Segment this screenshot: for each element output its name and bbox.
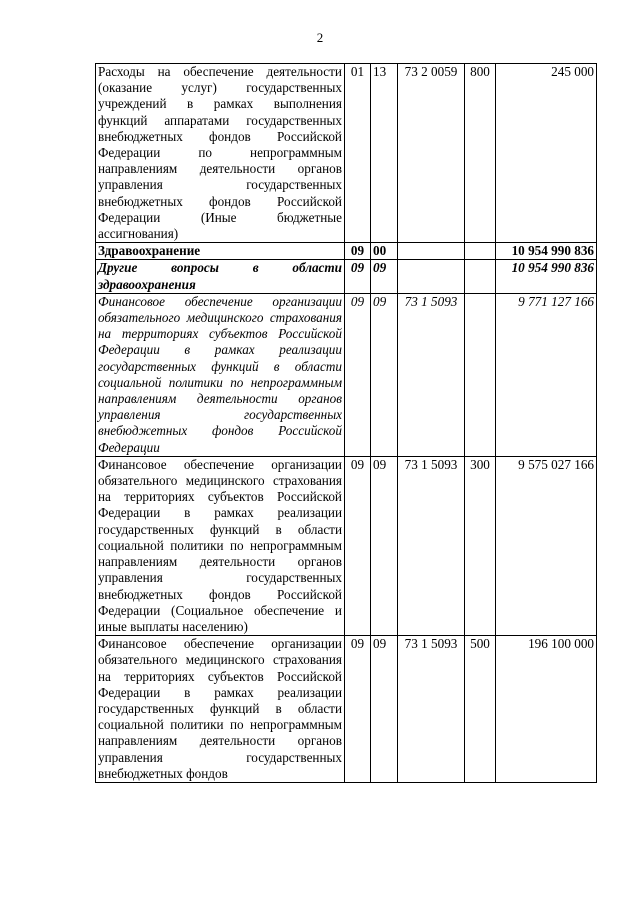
table-row (96, 64, 597, 243)
amount: 10 954 990 836 (496, 243, 597, 260)
target-article-code (398, 260, 465, 293)
amount: 10 954 990 836 (496, 260, 597, 293)
subsection-code: 09 (371, 260, 398, 293)
target-article-code: 73 1 5093 (398, 293, 465, 456)
section-code: 09 (345, 260, 371, 293)
amount: 9 575 027 166 (496, 456, 597, 635)
expense-name: Финансовое обеспечение организации обязательного медицинского страхования на территориях субъектов Российской Федерации в рамках реализации государственных функций в области социальной политики по непрограммным направлениям деятельности органов управления государственных внебюджетных фондов Российской Федерации (96, 293, 345, 456)
table-row (96, 260, 597, 293)
page-number: 2 (316, 30, 324, 45)
expense-type-code (465, 293, 496, 456)
table-row (96, 456, 597, 635)
expense-type-code: 300 (465, 456, 496, 635)
subsection-code: 09 (371, 293, 398, 456)
target-article-code (398, 243, 465, 260)
target-article-code: 73 1 5093 (398, 636, 465, 783)
amount: 196 100 000 (496, 636, 597, 783)
table-row (96, 293, 597, 456)
section-code: 01 (345, 64, 371, 243)
section-code: 09 (345, 293, 371, 456)
table-row (96, 243, 597, 260)
budget-table (95, 63, 597, 783)
expense-name: Расходы на обеспечение деятельности (оказание услуг) государственных учреждений в рамках выполнения функций аппаратами государственных внебюджетных фондов Российской Федерации по непрограммным направлениям деятельности органов управления государственных внебюджетных фондов Российской Федерации (Иные бюджетные ассигнования) (96, 64, 345, 243)
amount: 9 771 127 166 (496, 293, 597, 456)
section-code: 09 (345, 456, 371, 635)
subsection-code: 09 (371, 636, 398, 783)
subsection-code: 13 (371, 64, 398, 243)
expense-type-code (465, 260, 496, 293)
expense-name: Финансовое обеспечение организации обязательного медицинского страхования на территориях субъектов Российской Федерации в рамках реализации государственных функций в области социальной политики по непрограммным направлениям деятельности органов управления государственных внебюджетных фондов Российской Федерации (Социальное обеспечение и иные выплаты населению) (96, 456, 345, 635)
budget-table-body (96, 64, 597, 783)
expense-name: Финансовое обеспечение организации обязательного медицинского страхования на территориях субъектов Российской Федерации в рамках реализации государственных функций в области социальной политики по непрограммным направлениям деятельности органов управления государственных внебюджетных фондов (96, 636, 345, 783)
section-code: 09 (345, 243, 371, 260)
expense-name: Другие вопросы в области здравоохранения (96, 260, 345, 293)
subsection-code: 00 (371, 243, 398, 260)
target-article-code: 73 1 5093 (398, 456, 465, 635)
section-code: 09 (345, 636, 371, 783)
target-article-code: 73 2 0059 (398, 64, 465, 243)
expense-type-code: 800 (465, 64, 496, 243)
expense-type-code: 500 (465, 636, 496, 783)
subsection-code: 09 (371, 456, 398, 635)
table-row (96, 636, 597, 783)
expense-type-code (465, 243, 496, 260)
expense-name: Здравоохранение (96, 243, 345, 260)
amount: 245 000 (496, 64, 597, 243)
